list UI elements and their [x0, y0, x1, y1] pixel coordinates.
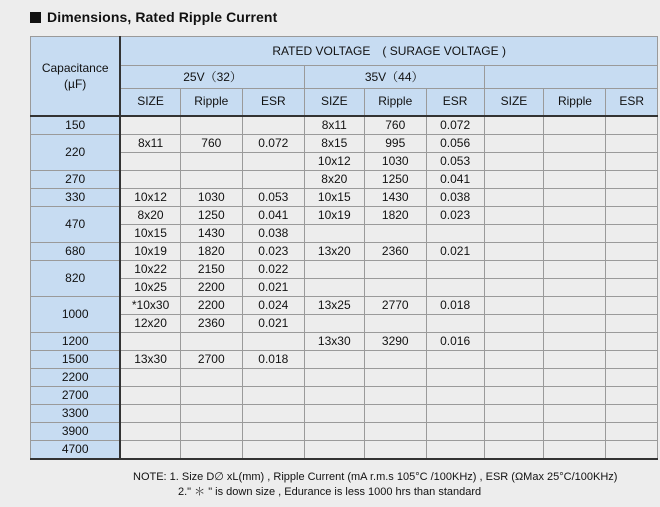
table-row — [31, 440, 658, 459]
voltage-blank-header — [484, 66, 657, 89]
capacitance-cell: 680 — [31, 242, 121, 260]
size-cell: 10x12 — [120, 188, 180, 206]
empty-cell — [484, 188, 544, 206]
empty-cell — [606, 260, 658, 278]
capacitance-cell: 2200 — [31, 368, 121, 386]
capacitance-cell: 1500 — [31, 350, 121, 368]
ripple-cell — [364, 368, 426, 386]
empty-cell — [484, 422, 544, 440]
table-row — [31, 152, 658, 170]
size-cell: 10x25 — [120, 278, 180, 296]
table-row — [31, 404, 658, 422]
ripple-cell: 1250 — [180, 206, 242, 224]
empty-cell — [544, 368, 606, 386]
size-cell — [304, 404, 364, 422]
empty-cell — [606, 332, 658, 350]
table-row — [31, 260, 658, 278]
esr-cell — [242, 152, 304, 170]
table-row — [31, 170, 658, 188]
size-cell — [120, 116, 180, 135]
capacitance-header — [31, 37, 121, 116]
size-cell — [120, 386, 180, 404]
voltage-35v-header: 35V（44） — [304, 66, 484, 89]
empty-cell — [606, 404, 658, 422]
size-cell: 12x20 — [120, 314, 180, 332]
capacitance-cell: 470 — [31, 206, 121, 242]
ripple-cell — [364, 386, 426, 404]
empty-cell — [544, 260, 606, 278]
esr-cell: 0.021 — [426, 242, 484, 260]
size-cell: 10x19 — [304, 206, 364, 224]
empty-cell — [544, 116, 606, 135]
table-row — [31, 224, 658, 242]
capacitance-cell: 270 — [31, 170, 121, 188]
empty-cell — [484, 242, 544, 260]
empty-cell — [544, 350, 606, 368]
esr-cell — [242, 170, 304, 188]
ripple-cell: 2700 — [180, 350, 242, 368]
esr-cell: 0.018 — [426, 296, 484, 314]
section-title — [30, 9, 277, 25]
size-cell — [304, 314, 364, 332]
ripple-cell: 995 — [364, 134, 426, 152]
esr-cell — [426, 278, 484, 296]
ripple-cell — [364, 260, 426, 278]
esr-cell — [426, 368, 484, 386]
ripple-cell — [180, 332, 242, 350]
table-row — [31, 296, 658, 314]
empty-cell — [606, 206, 658, 224]
size-cell — [120, 440, 180, 459]
esr-cell — [242, 332, 304, 350]
ripple-cell: 2200 — [180, 296, 242, 314]
rated-voltage-header: RATED VOLTAGE ( SURAGE VOLTAGE ) — [120, 37, 657, 66]
ripple-current-table — [30, 36, 658, 460]
empty-cell — [544, 386, 606, 404]
size-cell: 10x22 — [120, 260, 180, 278]
ripple-cell — [180, 170, 242, 188]
empty-cell — [606, 296, 658, 314]
table-row — [31, 206, 658, 224]
col-ripple-header: Ripple — [180, 89, 242, 116]
size-cell — [120, 368, 180, 386]
esr-cell: 0.018 — [242, 350, 304, 368]
esr-cell: 0.023 — [426, 206, 484, 224]
esr-cell: 0.021 — [242, 278, 304, 296]
empty-cell — [484, 440, 544, 459]
size-cell — [304, 224, 364, 242]
empty-cell — [544, 422, 606, 440]
notes — [133, 470, 617, 500]
empty-cell — [606, 242, 658, 260]
ripple-cell — [180, 404, 242, 422]
empty-cell — [484, 278, 544, 296]
empty-cell — [544, 404, 606, 422]
col-size-header: SIZE — [304, 89, 364, 116]
ripple-cell — [364, 350, 426, 368]
esr-cell — [426, 422, 484, 440]
esr-cell — [426, 314, 484, 332]
empty-cell — [544, 278, 606, 296]
empty-cell — [484, 206, 544, 224]
empty-cell — [606, 152, 658, 170]
empty-cell — [544, 296, 606, 314]
esr-cell — [426, 350, 484, 368]
ripple-cell: 3290 — [364, 332, 426, 350]
ripple-cell — [180, 368, 242, 386]
esr-cell: 0.024 — [242, 296, 304, 314]
esr-cell: 0.021 — [242, 314, 304, 332]
table-row — [31, 188, 658, 206]
col-ripple-header: Ripple — [544, 89, 606, 116]
size-cell: 13x30 — [304, 332, 364, 350]
empty-cell — [484, 368, 544, 386]
empty-cell — [544, 242, 606, 260]
empty-cell — [606, 134, 658, 152]
esr-cell: 0.016 — [426, 332, 484, 350]
empty-cell — [606, 440, 658, 459]
col-esr-header: ESR — [426, 89, 484, 116]
esr-cell — [242, 386, 304, 404]
empty-cell — [484, 152, 544, 170]
col-ripple-header: Ripple — [364, 89, 426, 116]
capacitance-cell: 2700 — [31, 386, 121, 404]
note-line-1: NOTE: 1. Size D∅ xL(mm) , Ripple Current (mA r.m.s 105°C /100KHz) , ESR (ΩMax 25°C/100KHz) — [133, 471, 618, 483]
size-cell: 10x12 — [304, 152, 364, 170]
esr-cell — [426, 440, 484, 459]
ripple-cell: 1820 — [364, 206, 426, 224]
empty-cell — [544, 134, 606, 152]
esr-cell — [242, 440, 304, 459]
esr-cell: 0.072 — [242, 134, 304, 152]
ripple-cell — [364, 422, 426, 440]
empty-cell — [544, 440, 606, 459]
empty-cell — [484, 404, 544, 422]
square-bullet-icon — [30, 12, 41, 23]
empty-cell — [484, 260, 544, 278]
ripple-cell — [180, 422, 242, 440]
empty-cell — [544, 170, 606, 188]
esr-cell: 0.022 — [242, 260, 304, 278]
ripple-cell: 2770 — [364, 296, 426, 314]
empty-cell — [606, 188, 658, 206]
size-cell: 8x20 — [304, 170, 364, 188]
ripple-cell — [180, 116, 242, 135]
ripple-cell — [180, 386, 242, 404]
size-cell: 13x25 — [304, 296, 364, 314]
size-cell — [304, 422, 364, 440]
table-row — [31, 134, 658, 152]
esr-cell: 0.072 — [426, 116, 484, 135]
empty-cell — [484, 296, 544, 314]
empty-cell — [606, 170, 658, 188]
empty-cell — [606, 422, 658, 440]
ripple-cell: 2360 — [364, 242, 426, 260]
size-cell: 10x15 — [304, 188, 364, 206]
ripple-cell: 760 — [364, 116, 426, 135]
size-cell: 8x11 — [120, 134, 180, 152]
empty-cell — [544, 206, 606, 224]
empty-cell — [606, 224, 658, 242]
capacitance-header-unit: (µF) — [64, 76, 87, 91]
col-esr-header: ESR — [606, 89, 658, 116]
size-cell — [304, 368, 364, 386]
esr-cell — [426, 386, 484, 404]
size-cell — [304, 386, 364, 404]
size-cell: 13x30 — [120, 350, 180, 368]
table-row — [31, 386, 658, 404]
size-cell: 13x20 — [304, 242, 364, 260]
col-esr-header: ESR — [242, 89, 304, 116]
esr-cell: 0.056 — [426, 134, 484, 152]
empty-cell — [606, 368, 658, 386]
empty-cell — [606, 278, 658, 296]
capacitance-cell: 150 — [31, 116, 121, 135]
table-row — [31, 314, 658, 332]
esr-cell: 0.053 — [426, 152, 484, 170]
col-size-header: SIZE — [484, 89, 544, 116]
ripple-cell — [364, 440, 426, 459]
empty-cell — [484, 116, 544, 135]
ripple-cell: 2200 — [180, 278, 242, 296]
ripple-cell: 1030 — [180, 188, 242, 206]
empty-cell — [606, 116, 658, 135]
capacitance-cell: 3900 — [31, 422, 121, 440]
empty-cell — [484, 134, 544, 152]
empty-cell — [606, 350, 658, 368]
voltage-25v-header: 25V（32） — [120, 66, 304, 89]
capacitance-cell: 3300 — [31, 404, 121, 422]
table-row — [31, 332, 658, 350]
note-line-2: 2." ＊ " is down size , Edurance is less 1000 hrs than standard — [178, 486, 482, 498]
esr-cell — [242, 368, 304, 386]
empty-cell — [544, 314, 606, 332]
ripple-cell — [364, 278, 426, 296]
empty-cell — [484, 386, 544, 404]
capacitance-cell: 820 — [31, 260, 121, 296]
table-row — [31, 368, 658, 386]
empty-cell — [484, 314, 544, 332]
esr-cell — [242, 422, 304, 440]
capacitance-cell: 330 — [31, 188, 121, 206]
table-row — [31, 422, 658, 440]
size-cell — [304, 350, 364, 368]
empty-cell — [606, 386, 658, 404]
empty-cell — [544, 224, 606, 242]
size-cell: 8x11 — [304, 116, 364, 135]
ripple-cell: 1030 — [364, 152, 426, 170]
section-title-text: Dimensions, Rated Ripple Current — [47, 9, 278, 25]
capacitance-cell: 1200 — [31, 332, 121, 350]
esr-cell — [426, 260, 484, 278]
esr-cell — [242, 404, 304, 422]
empty-cell — [484, 332, 544, 350]
ripple-cell: 1430 — [364, 188, 426, 206]
capacitance-cell: 1000 — [31, 296, 121, 332]
size-cell — [120, 170, 180, 188]
size-cell: *10x30 — [120, 296, 180, 314]
capacitance-cell: 220 — [31, 134, 121, 170]
ripple-cell: 760 — [180, 134, 242, 152]
ripple-cell — [364, 404, 426, 422]
ripple-cell — [364, 314, 426, 332]
size-cell — [304, 260, 364, 278]
ripple-cell: 2150 — [180, 260, 242, 278]
size-cell — [120, 422, 180, 440]
size-cell — [304, 278, 364, 296]
table-row — [31, 242, 658, 260]
ripple-cell — [364, 224, 426, 242]
ripple-cell — [180, 440, 242, 459]
empty-cell — [544, 188, 606, 206]
esr-cell: 0.038 — [426, 188, 484, 206]
size-cell — [120, 152, 180, 170]
esr-cell — [426, 404, 484, 422]
ripple-cell: 1820 — [180, 242, 242, 260]
size-cell — [304, 440, 364, 459]
size-cell — [120, 404, 180, 422]
ripple-cell: 1430 — [180, 224, 242, 242]
size-cell: 8x20 — [120, 206, 180, 224]
table-row — [31, 116, 658, 135]
table-row — [31, 278, 658, 296]
col-size-header: SIZE — [120, 89, 180, 116]
capacitance-header-label: Capacitance — [41, 60, 109, 75]
empty-cell — [544, 152, 606, 170]
ripple-cell: 2360 — [180, 314, 242, 332]
size-cell: 10x15 — [120, 224, 180, 242]
empty-cell — [484, 350, 544, 368]
esr-cell — [426, 224, 484, 242]
esr-cell: 0.023 — [242, 242, 304, 260]
esr-cell: 0.053 — [242, 188, 304, 206]
esr-cell: 0.041 — [242, 206, 304, 224]
empty-cell — [484, 224, 544, 242]
empty-cell — [606, 314, 658, 332]
size-cell: 8x15 — [304, 134, 364, 152]
ripple-cell: 1250 — [364, 170, 426, 188]
esr-cell — [242, 116, 304, 135]
ripple-cell — [180, 152, 242, 170]
empty-cell — [484, 170, 544, 188]
table-row — [31, 350, 658, 368]
empty-cell — [544, 332, 606, 350]
size-cell: 10x19 — [120, 242, 180, 260]
size-cell — [120, 332, 180, 350]
capacitance-cell: 4700 — [31, 440, 121, 459]
esr-cell: 0.038 — [242, 224, 304, 242]
esr-cell: 0.041 — [426, 170, 484, 188]
